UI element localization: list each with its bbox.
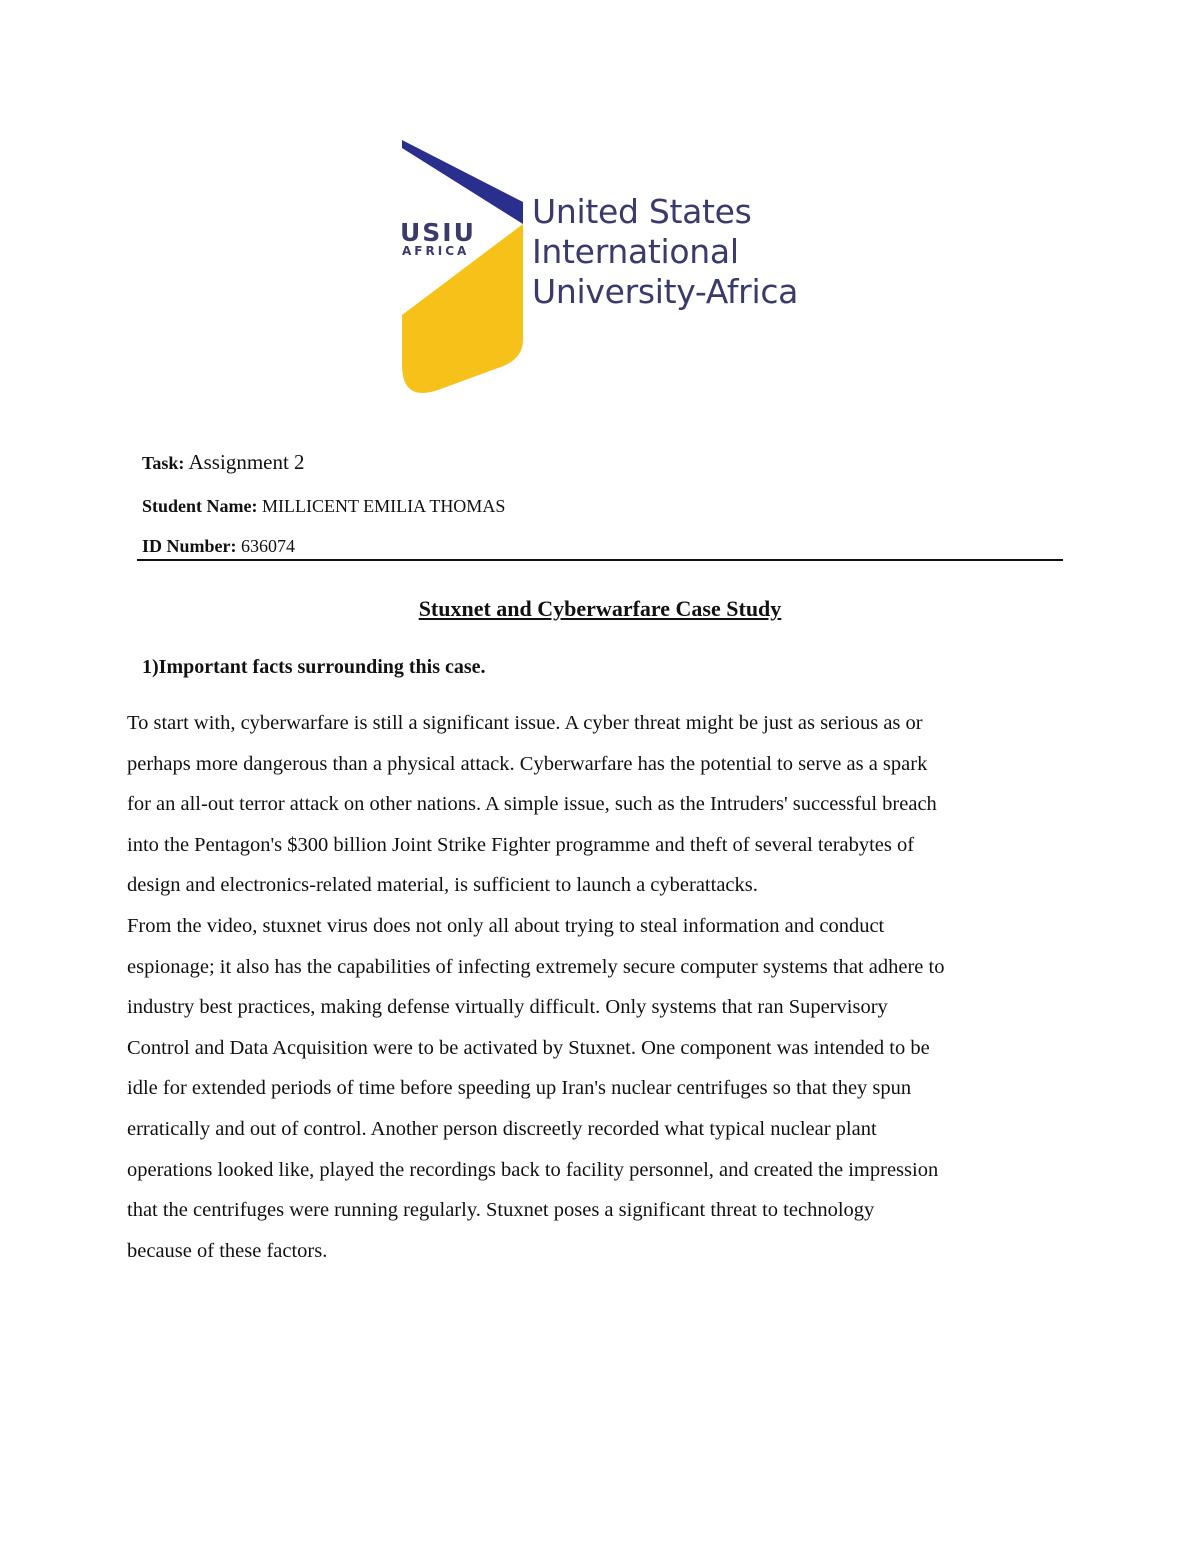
body-line: because of these factors.	[127, 1239, 328, 1262]
student-name-value: MILLICENT EMILIA THOMAS	[262, 496, 506, 516]
university-logo	[398, 140, 808, 395]
task-value: Assignment 2	[188, 450, 305, 474]
body-line: Control and Data Acquisition were to be activated by Stuxnet. One component was intended to be	[127, 1036, 930, 1059]
body-line: idle for extended periods of time before speeding up Iran's nuclear centrifuges so that they spun	[127, 1077, 912, 1100]
body-line: industry best practices, making defense virtually difficult. Only systems that ran Supervisory	[127, 996, 888, 1019]
body-line: that the centrifuges were running regularly. Stuxnet poses a significant threat to technology	[127, 1199, 875, 1222]
body-line: for an all-out terror attack on other nations. A simple issue, such as the Intruders' successful breach	[127, 793, 937, 816]
logo-subtitle: AFRICA	[402, 244, 470, 258]
document-title: Stuxnet and Cyberwarfare Case Study	[418, 596, 782, 621]
logo-emblem	[398, 140, 528, 395]
body-line: operations looked like, played the recordings back to facility personnel, and created the impression	[127, 1158, 939, 1181]
student-name-label: Student Name:	[142, 496, 258, 516]
logo-university-name	[532, 192, 798, 312]
body-line: perhaps more dangerous than a physical attack. Cyberwarfare has the potential to serve as a spark	[127, 752, 928, 775]
body-line: design and electronics-related material, is sufficient to launch a cyberattacks.	[127, 874, 758, 897]
body-text	[127, 703, 1072, 1271]
body-line: into the Pentagon's $300 billion Joint Strike Fighter programme and theft of several terabytes of	[127, 833, 915, 856]
id-number-value: 636074	[241, 536, 295, 556]
id-number-label: ID Number:	[142, 536, 237, 556]
student-name-row	[142, 496, 505, 517]
body-line: erratically and out of control. Another person discreetly recorded what typical nuclear plant	[127, 1117, 877, 1140]
logo-name-line-1: United States	[532, 192, 752, 231]
body-line: From the video, stuxnet virus does not only all about trying to steal information and conduct	[127, 914, 885, 937]
logo-name-line-3: University-Africa	[532, 272, 799, 311]
body-line: To start with, cyberwarfare is still a significant issue. A cyber threat might be just as serious as or	[127, 712, 923, 734]
section-heading: 1)Important facts surrounding this case.	[142, 656, 486, 678]
task-label: Task:	[142, 453, 185, 473]
logo-name-line-2: International	[532, 232, 739, 271]
body-line: espionage; it also has the capabilities of infecting extremely secure computer systems that adhere to	[127, 955, 945, 978]
header-divider	[137, 559, 1063, 561]
logo-abbreviation: USIU	[400, 218, 476, 247]
task-row	[142, 450, 305, 475]
id-number-row	[142, 536, 295, 557]
